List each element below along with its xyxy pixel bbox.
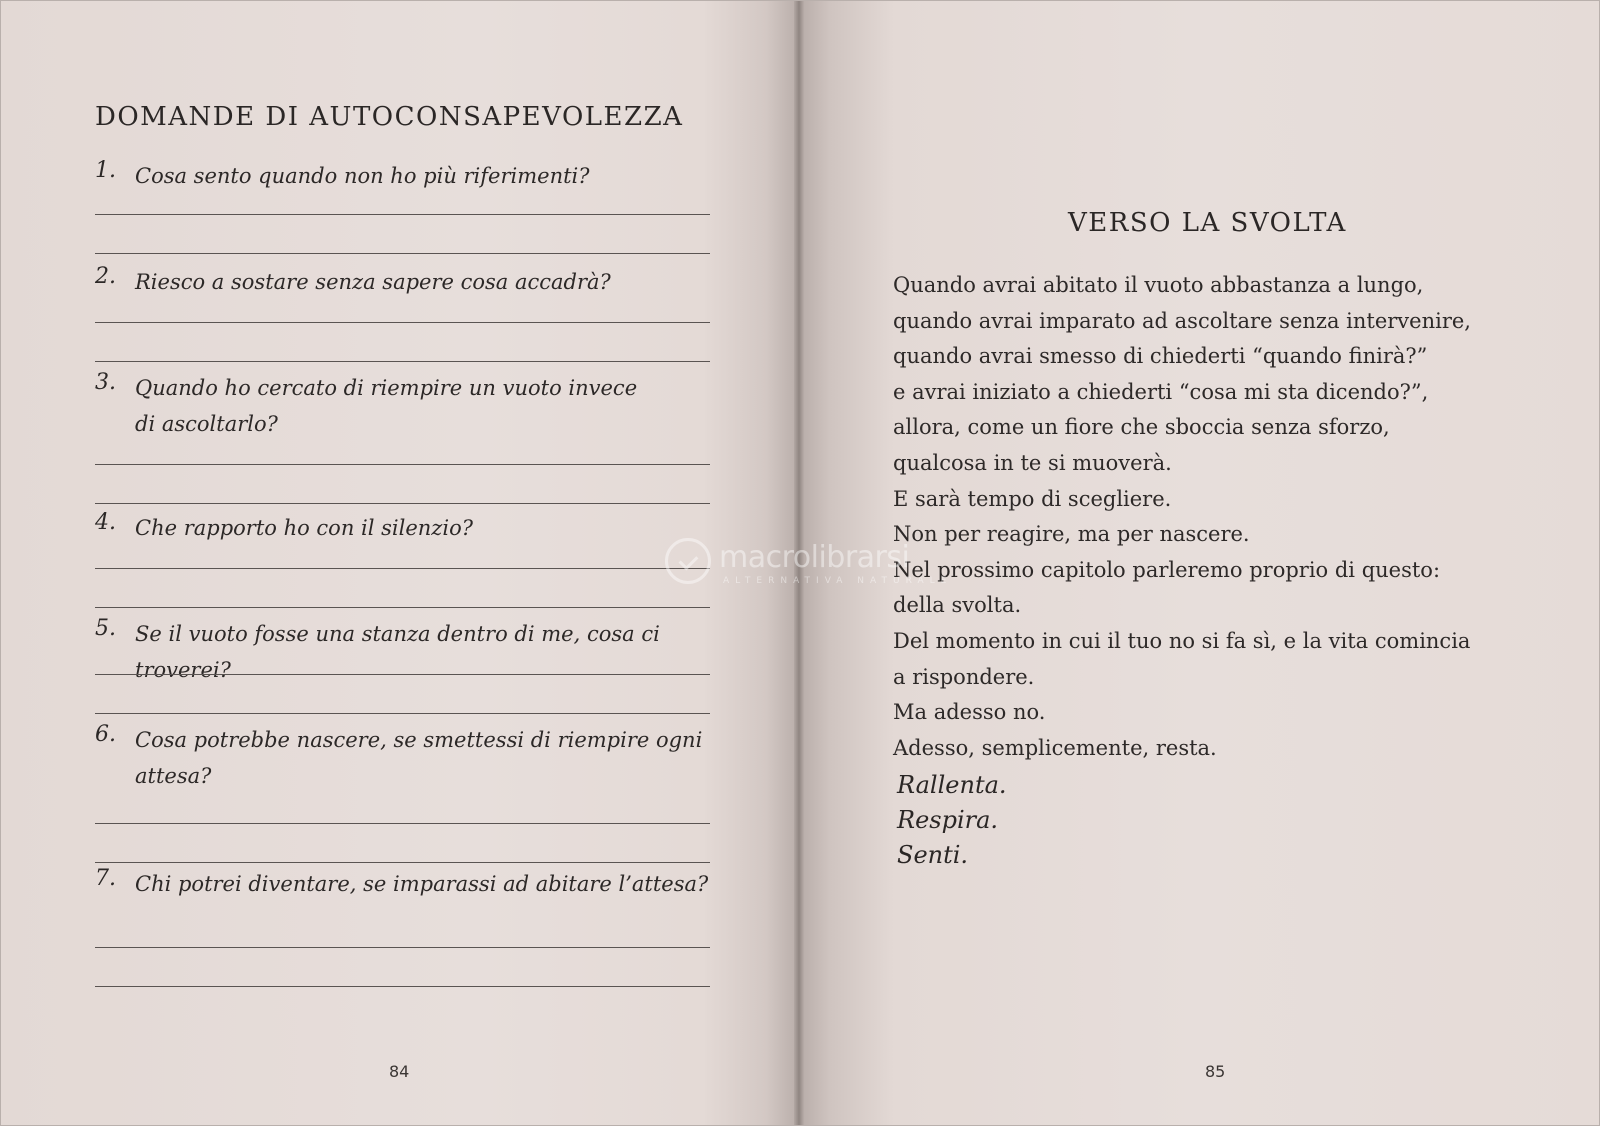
answer-line xyxy=(95,823,710,824)
question-text-line: Quando ho cercato di riempire un vuoto invece xyxy=(135,376,638,400)
prose-line: E sarà tempo di scegliere. xyxy=(893,486,1172,511)
answer-line xyxy=(95,674,710,675)
prose-line: Del momento in cui il tuo no si fa sì, e la vita comincia xyxy=(893,628,1471,653)
answer-line xyxy=(95,947,710,948)
question-text xyxy=(135,722,710,794)
watermark-tagline: ALTERNATIVA NATURALE xyxy=(723,576,953,586)
question-number: 1. xyxy=(95,158,116,183)
prose-line: della svolta. xyxy=(893,593,1022,618)
answer-line xyxy=(95,713,710,714)
question-text: Se il vuoto fosse una stanza dentro di me, cosa ci troverei? xyxy=(135,622,660,682)
prose-line: Nel prossimo capitolo parleremo proprio di questo: xyxy=(893,557,1441,582)
question-number: 3. xyxy=(95,370,116,395)
watermark-name: macrolibrarsi xyxy=(719,540,910,575)
closing-line: Rallenta. xyxy=(897,771,1007,799)
closing-line: Senti. xyxy=(897,841,969,869)
question-number: 6. xyxy=(95,722,116,747)
prose-line: Adesso, semplicemente, resta. xyxy=(893,735,1217,760)
prose-block xyxy=(893,268,1533,766)
prose-line: Ma adesso no. xyxy=(893,700,1046,725)
prose-line: a rispondere. xyxy=(893,664,1035,689)
page-number-left: 84 xyxy=(389,1062,410,1081)
prose-line: allora, come un fiore che sboccia senza sforzo, xyxy=(893,415,1390,440)
question-text-line: attesa? xyxy=(135,764,212,788)
right-page-title: VERSO LA SVOLTA xyxy=(1068,208,1347,238)
question-text: Che rapporto ho con il silenzio? xyxy=(135,516,473,540)
left-page-title: DOMANDE DI AUTOCONSAPEVOLEZZA xyxy=(95,102,684,132)
answer-line xyxy=(95,253,710,254)
question-number: 7. xyxy=(95,866,116,891)
answer-line xyxy=(95,361,710,362)
answer-line xyxy=(95,464,710,465)
answer-line xyxy=(95,607,710,608)
leaf-logo-icon xyxy=(665,538,711,584)
closing-line: Respira. xyxy=(897,806,999,834)
closing-words xyxy=(897,768,1007,873)
answer-line xyxy=(95,986,710,987)
page-number-right: 85 xyxy=(1205,1062,1226,1081)
question-number: 4. xyxy=(95,510,116,535)
answer-line xyxy=(95,503,710,504)
question-text-line: di ascoltarlo? xyxy=(135,412,278,436)
prose-line: Quando avrai abitato il vuoto abbastanza a lungo, xyxy=(893,273,1424,297)
answer-line xyxy=(95,322,710,323)
question-number: 2. xyxy=(95,264,116,289)
question-text: Riesco a sostare senza sapere cosa accadrà? xyxy=(135,270,611,294)
prose-line: Non per reagire, ma per nascere. xyxy=(893,522,1250,547)
prose-line: quando avrai smesso di chiederti “quando finirà?” xyxy=(893,344,1428,369)
answer-line xyxy=(95,568,710,569)
question-number: 5. xyxy=(95,616,116,641)
question-text xyxy=(135,370,710,442)
prose-line: qualcosa in te si muoverà. xyxy=(893,450,1172,475)
question-text-line: Cosa potrebbe nascere, se smettessi di riempire ogni xyxy=(135,728,703,752)
prose-line: e avrai iniziato a chiederti “cosa mi sta dicendo?”, xyxy=(893,379,1429,404)
answer-line xyxy=(95,862,710,863)
answer-line xyxy=(95,214,710,215)
question-text: Chi potrei diventare, se imparassi ad abitare l’attesa? xyxy=(135,872,709,896)
prose-line: quando avrai imparato ad ascoltare senza intervenire, xyxy=(893,308,1471,333)
question-text: Cosa sento quando non ho più riferimenti? xyxy=(135,164,590,188)
